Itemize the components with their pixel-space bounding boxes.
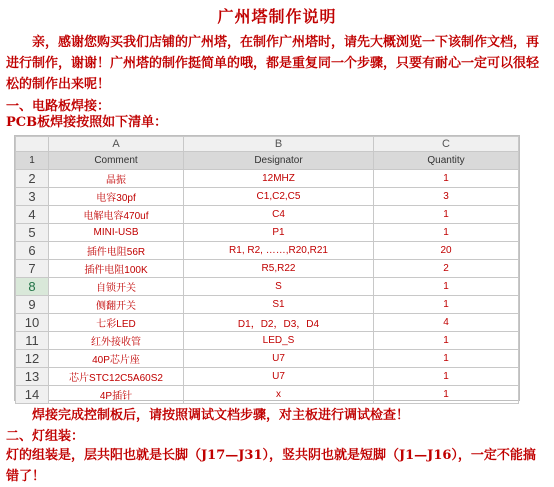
header-designator: Designator — [184, 152, 374, 170]
table-row — [16, 296, 519, 314]
quantity-cell: 20 — [374, 242, 519, 260]
quantity-cell: 1 — [374, 386, 519, 404]
table-row — [16, 224, 519, 242]
designator-cell: P1 — [184, 224, 374, 242]
comment-cell: 红外接收管 — [49, 332, 184, 350]
after-weld-note: 焊接完成控制板后，请按照调试文档步骤，对主板进行调试检查！ — [32, 408, 410, 423]
quantity-cell: 1 — [374, 278, 519, 296]
row-number: 11 — [16, 332, 49, 350]
comment-cell: 电解电容470uf — [49, 206, 184, 224]
quantity-cell: 1 — [374, 296, 519, 314]
designator-cell: S1 — [184, 296, 374, 314]
section-2-heading: 二、灯组装： — [6, 429, 85, 444]
designator-cell: R1, R2, ……,R20,R21 — [184, 242, 374, 260]
table-row — [16, 386, 519, 404]
intro-paragraph: 亲，感谢您购买我们店铺的广州塔，在制作广州塔时，请先大概浏览一下该制作文档，再进行制作，谢谢！广州塔的制作挺简单的哦，都是重复同一个步骤，只要有耐心一定可以很轻松的制作出来呢！ — [6, 35, 540, 92]
header-comment: Comment — [49, 152, 184, 170]
table-row — [16, 278, 519, 296]
column-header-a: A — [49, 137, 184, 152]
quantity-cell: 3 — [374, 188, 519, 206]
row-number: 8 — [16, 278, 49, 296]
table-row — [16, 188, 519, 206]
bom-table — [15, 136, 519, 404]
designator-cell: C1,C2,C5 — [184, 188, 374, 206]
designator-cell: 12MHZ — [184, 170, 374, 188]
comment-cell: 芯片STC12C5A60S2 — [49, 368, 184, 386]
table-row — [16, 242, 519, 260]
comment-cell: 自锁开关 — [49, 278, 184, 296]
quantity-cell: 4 — [374, 314, 519, 332]
quantity-cell: 1 — [374, 170, 519, 188]
lamp-assembly-text: 灯的组装是，层共阳也就是长脚（J17—J31），竖共阴也就是短脚（J1—J16），一定不能搞错了！ — [6, 448, 536, 484]
designator-cell: x — [184, 386, 374, 404]
quantity-cell: 2 — [374, 260, 519, 278]
row-number: 3 — [16, 188, 49, 206]
designator-cell: U7 — [184, 368, 374, 386]
table-row — [16, 332, 519, 350]
row-number: 9 — [16, 296, 49, 314]
quantity-cell: 1 — [374, 368, 519, 386]
row-number: 1 — [16, 152, 49, 170]
comment-cell: 晶振 — [49, 170, 184, 188]
row-number: 4 — [16, 206, 49, 224]
spreadsheet-image — [14, 135, 520, 401]
designator-cell: U7 — [184, 350, 374, 368]
section-1-heading: 一、电路板焊接： — [6, 99, 111, 114]
comment-cell: 插件电阻56R — [49, 242, 184, 260]
comment-cell: 插件电阻100K — [49, 260, 184, 278]
designator-cell: D1，D2，D3，D4 — [184, 314, 374, 332]
table-header-row — [16, 152, 519, 170]
comment-cell: MINI-USB — [49, 224, 184, 242]
row-number: 6 — [16, 242, 49, 260]
quantity-cell: 1 — [374, 224, 519, 242]
table-row — [16, 350, 519, 368]
comment-cell: 侧翻开关 — [49, 296, 184, 314]
quantity-cell: 1 — [374, 206, 519, 224]
table-row — [16, 314, 519, 332]
quantity-cell: 1 — [374, 332, 519, 350]
designator-cell: R5,R22 — [184, 260, 374, 278]
comment-cell: 电容30pf — [49, 188, 184, 206]
comment-cell: 40P芯片座 — [49, 350, 184, 368]
document-title: 广州塔制作说明 — [217, 7, 337, 26]
row-number: 12 — [16, 350, 49, 368]
quantity-cell: 1 — [374, 350, 519, 368]
row-number: 5 — [16, 224, 49, 242]
row-number: 2 — [16, 170, 49, 188]
comment-cell: 七彩LED — [49, 314, 184, 332]
designator-cell: S — [184, 278, 374, 296]
pcb-list-intro: PCB板焊接按照如下清单： — [6, 115, 168, 130]
table-row — [16, 170, 519, 188]
row-number: 10 — [16, 314, 49, 332]
row-number: 14 — [16, 386, 49, 404]
row-number: 7 — [16, 260, 49, 278]
designator-cell: LED_S — [184, 332, 374, 350]
header-quantity: Quantity — [374, 152, 519, 170]
corner-cell — [16, 137, 49, 152]
designator-cell: C4 — [184, 206, 374, 224]
row-number: 13 — [16, 368, 49, 386]
column-header-c: C — [374, 137, 519, 152]
table-row — [16, 260, 519, 278]
comment-cell: 4P插针 — [49, 386, 184, 404]
table-row — [16, 206, 519, 224]
column-header-b: B — [184, 137, 374, 152]
table-row — [16, 368, 519, 386]
